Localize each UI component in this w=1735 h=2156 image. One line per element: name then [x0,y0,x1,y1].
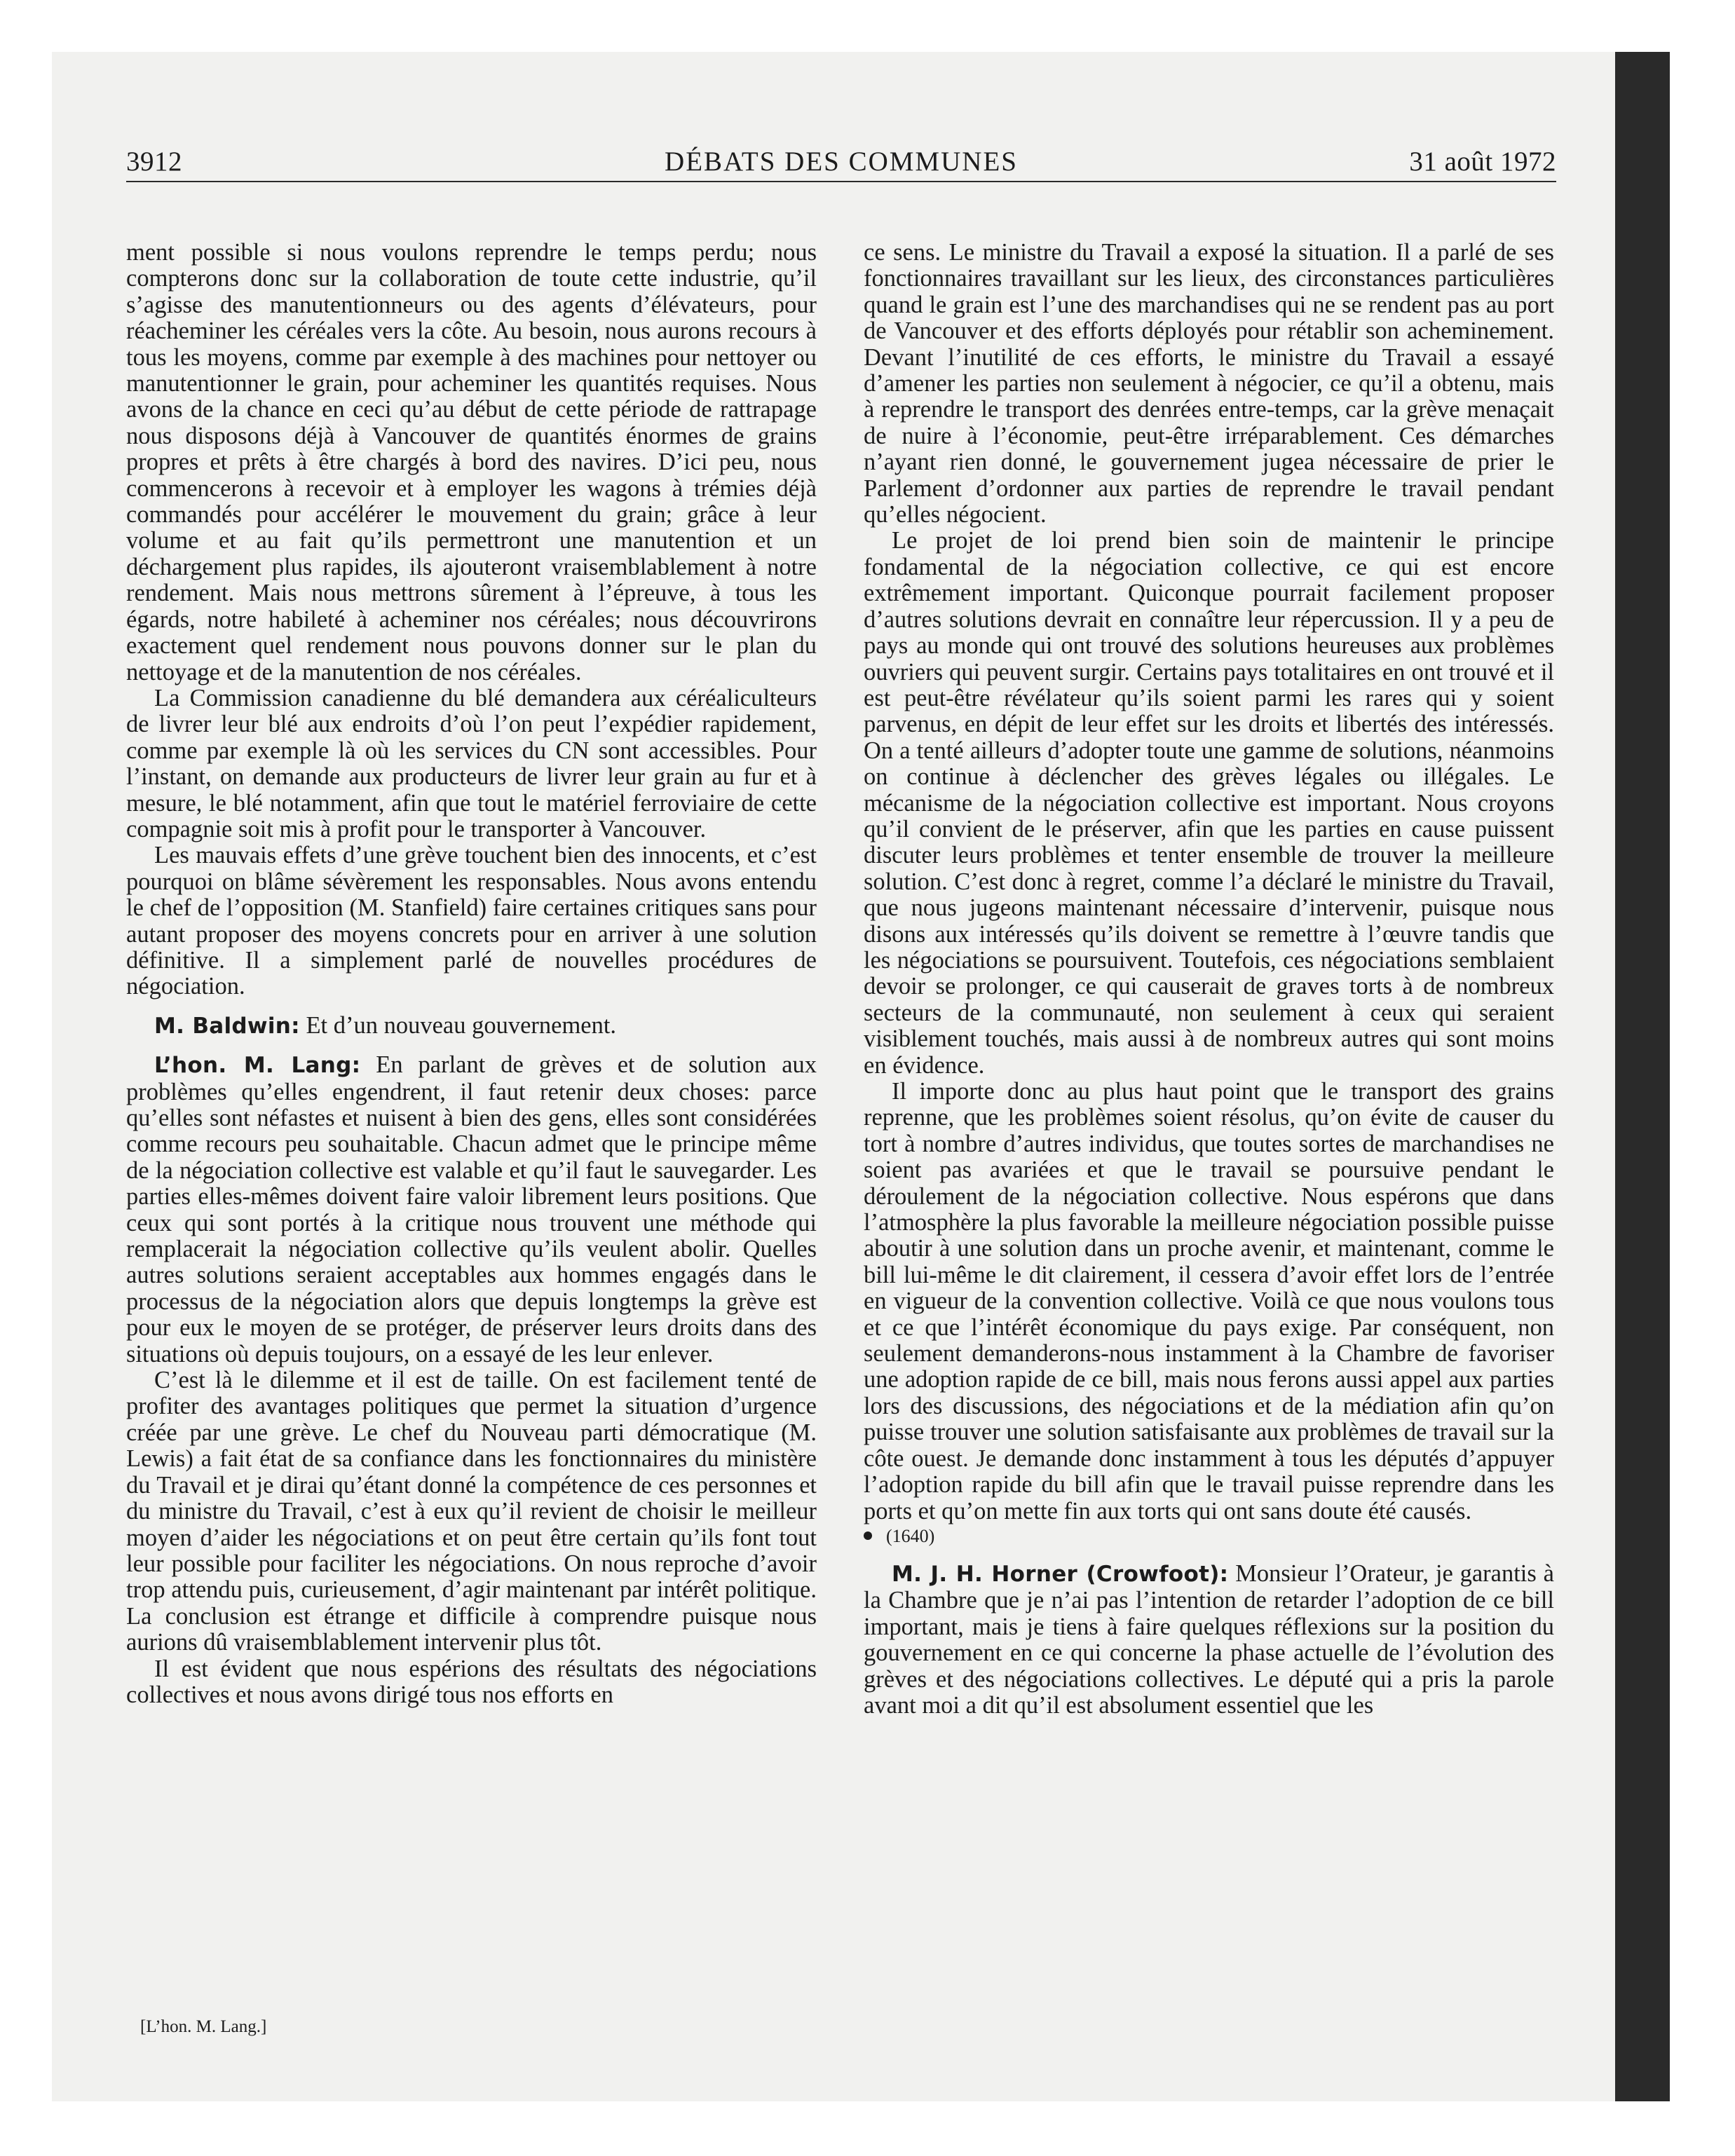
paragraph: Le projet de loi prend bien soin de maintenir le principe fondamental de la négociation collective, ce qui est encore extrêmement important. Quiconque pourrait facilement proposer d’autres solutions devrait en connaître leur répercussion. Il y a peu de pays au monde qui ont trouvé des solutions heureuses aux problèmes ouvriers qui peuvent surgir. Certains pays totalitaires en ont trouvé et il est peut-être révélateur qu’ils soient parmi les rares qui y soient parvenus, en dépit de leur effet sur les droits et libertés des intéressés. On a tenté ailleurs d’adopter toute une gamme de solutions, néanmoins on continue à déclencher des grèves légales ou illégales. Le mécanisme de la négociation collective est important. Nous croyons qu’il convient de le préserver, afin que les parties en cause puissent discuter leurs problèmes et tenter ensemble de trouver la meilleure solution. C’est donc à regret, comme l’a déclaré le ministre du Travail, que nous jugeons maintenant nécessaire d’intervenir, puisque nous disons aux intéressés qu’ils doivent se remettre à l’œuvre tandis que les négociations se poursuivent. Toutefois, ces négociations semblaient devoir se prolonger, ce qui causerait de graves torts à de nombreux secteurs de la communauté, non seulement à ceux qui seraient visiblement touchés, mais aussi à de nombreux autres qui sont moins en évidence. [864,527,1554,1079]
page-header [126,146,1556,182]
header-rule [126,181,1556,182]
paragraph: C’est là le dilemme et il est de taille. On est facilement tenté de profiter des avantages politiques que permet la situation d’urgence créée par une grève. Le chef du Nouveau parti démocratique (M. Lewis) a fait état de sa confiance dans les fonctionnaires du ministère du Travail et je dirai qu’étant donné la compétence de ces personnes et du ministre du Travail, c’est à eux qu’il revient de choisir le meilleur moyen d’aider les négociations et on peut être certain qu’ils font tout leur possible pour faciliter les négociations. On nous reproche d’avoir trop attendu puis, curieusement, d’agir maintenant par intérêt politique. La conclusion est étrange et difficile à comprendre puisque nous aurions dû vraisemblablement intervenir plus tôt. [126,1367,817,1656]
scan-edge-shadow [1615,52,1670,2101]
paragraph: Les mauvais effets d’une grève touchent bien des innocents, et c’est pourquoi on blâme sévèrement les responsables. Nous avons entendu le chef de l’opposition (M. Stanfield) faire certaines critiques sans pour autant proposer des moyens concrets pour en arriver à une solution définitive. Il a simplement parlé de nouvelles procédures de négociation. [126,842,817,1000]
speaker-reference: [L’hon. M. Lang.] [140,2017,267,2036]
time-marker-text: (1640) [886,1525,935,1546]
paragraph: ment possible si nous voulons reprendre le temps perdu; nous compterons donc sur la collaboration de toute cette industrie, qu’il s’agisse des manutentionneurs ou des agents d’élévateurs, pour réacheminer les céréales vers la côte. Au besoin, nous aurons recours à tous les moyens, comme par exemple à des machines pour nettoyer ou manutentionner le grain, pour acheminer les quantités requises. Nous avons de la chance en ceci qu’au début de cette période de rattrapage nous disposons déjà à Vancouver de quantités énormes de grains propres et prêts à être chargés à bord des navires. D’ici peu, nous commencerons à recevoir et à employer les wagons à trémies déjà commandés pour accélérer le mouvement du grain; grâce à leur volume et au fait qu’ils permettront une manutention et un déchargement plus rapides, ils ajouteront vraisemblablement à notre rendement. Mais nous mettrons sûrement à l’épreuve, à tous les égards, notre habileté à acheminer nos céréales; nous découvrirons exactement quel rendement nous pouvons donner sur le plan du nettoyage et de la manutention de nos céréales. [126,239,817,685]
speech-lang [126,1052,817,1367]
right-column [864,240,1554,1719]
publication-title: DÉBATS DES COMMUNES [665,146,1018,177]
paragraph: ce sens. Le ministre du Travail a exposé la situation. Il a parlé de ses fonctionnaires travaillant sur les lieux, des circonstances particulières quand le grain est l’une des marchandises qui ne se rendent pas au port de Vancouver et des efforts déployés pour rétablir son acheminement. Devant l’inutilité de ces efforts, le ministre du Travail a essayé d’amener les parties non seulement à négocier, ce qu’il a obtenu, mais à reprendre le transport des denrées entre-temps, car la grève menaçait de nuire à l’économie, peut-être irréparablement. Ces démarches n’ayant rien donné, le gouvernement jugea nécessaire de prier le Parlement d’ordonner aux parties de reprendre le travail pendant qu’elles négocient. [864,239,1554,528]
speech-text: En parlant de grèves et de solution aux problèmes qu’elles engendrent, il faut retenir deux choses: parce qu’elles sont néfastes et nuisent à bien des gens, elles sont considérées comme recours peu souhaitable. Chacun admet que le principe même de la négociation collective est valable et qu’il faut le sauvegarder. Les parties elles-mêmes doivent faire valoir librement leurs positions. Que ceux qui sont portés à la critique nous trouvent une méthode qui remplacerait la négociation collective qu’ils veulent abolir. Quelles autres solutions seraient acceptables aux hommes engagés dans le processus de la négociation alors que depuis longtemps la grève est pour eux le moyen de se protéger, de préserver leurs droits dans des situations où depuis toujours, on a essayé de les leur enlever. [126,1051,817,1367]
speech-text: Et d’un nouveau gouvernement. [306,1011,617,1039]
speaker-name: M. Baldwin: [154,1013,300,1039]
time-marker [864,1524,1554,1548]
paragraph: Il importe donc au plus haut point que le transport des grains reprenne, que les problèmes soient résolus, qu’on évite de causer du tort à nombre d’autres individus, que toutes sortes de marchandises ne soient pas avariées et que le travail se poursuive pendant le déroulement de la négociation collective. Nous espérons que dans l’atmosphère la plus favorable la meilleure négociation possible puisse aboutir à une solution dans un proche avenir, et maintenant, comme le bill lui-même le dit clairement, il cessera d’avoir effet lors de l’entrée en vigueur de la convention collective. Voilà ce que nous voulons tous et ce que l’intérêt économique du pays exige. Par conséquent, non seulement demanderons-nous instamment à la Chambre de favoriser une adoption rapide de ce bill, mais nous ferons aussi appel aux parties lors des discussions, des négociations et de la médiation afin qu’on puisse trouver une solution satisfaisante aux problèmes de travail sur la côte ouest. Je demande donc instamment à tous les députés d’appuyer l’adoption rapide du bill afin que le travail puisse reprendre dans les ports et qu’on mette fin aux torts qui ont sans doute été causés. [864,1078,1554,1524]
speaker-name: L’hon. M. Lang: [154,1053,361,1079]
page-date: 31 août 1972 [1409,146,1556,177]
speech-baldwin [126,1013,817,1039]
paragraph: La Commission canadienne du blé demandera aux céréaliculteurs de livrer leur blé aux endroits d’où l’on peut l’expédier rapidement, comme par exemple là où les services du CN sont accessibles. Pour l’instant, on demande aux producteurs de livrer leur grain au fur et à mesure, le blé notamment, afin que tout le matériel ferroviaire de cette compagnie soit mis à profit pour le transporter à Vancouver. [126,684,817,842]
speaker-name: M. J. H. Horner (Crowfoot): [892,1561,1229,1587]
speech-horner [864,1561,1554,1719]
speech-text: Monsieur l’Orateur, je garantis à la Chambre que je n’ai pas l’intention de retarder l’adoption de ce bill important, mais je tiens à faire quelques réflexions sur la position du gouvernement en ce qui concerne la phase actuelle de l’évolution des grèves et des négociations collectives. Le député qui a pris la parole avant moi a dit qu’il est absolument essentiel que les [864,1560,1554,1719]
left-column [126,240,817,1708]
paragraph: Il est évident que nous espérions des résultats des négociations collectives et nous avons dirigé tous nos efforts en [126,1655,817,1708]
bullet-icon [864,1531,872,1540]
page-number: 3912 [126,146,182,177]
